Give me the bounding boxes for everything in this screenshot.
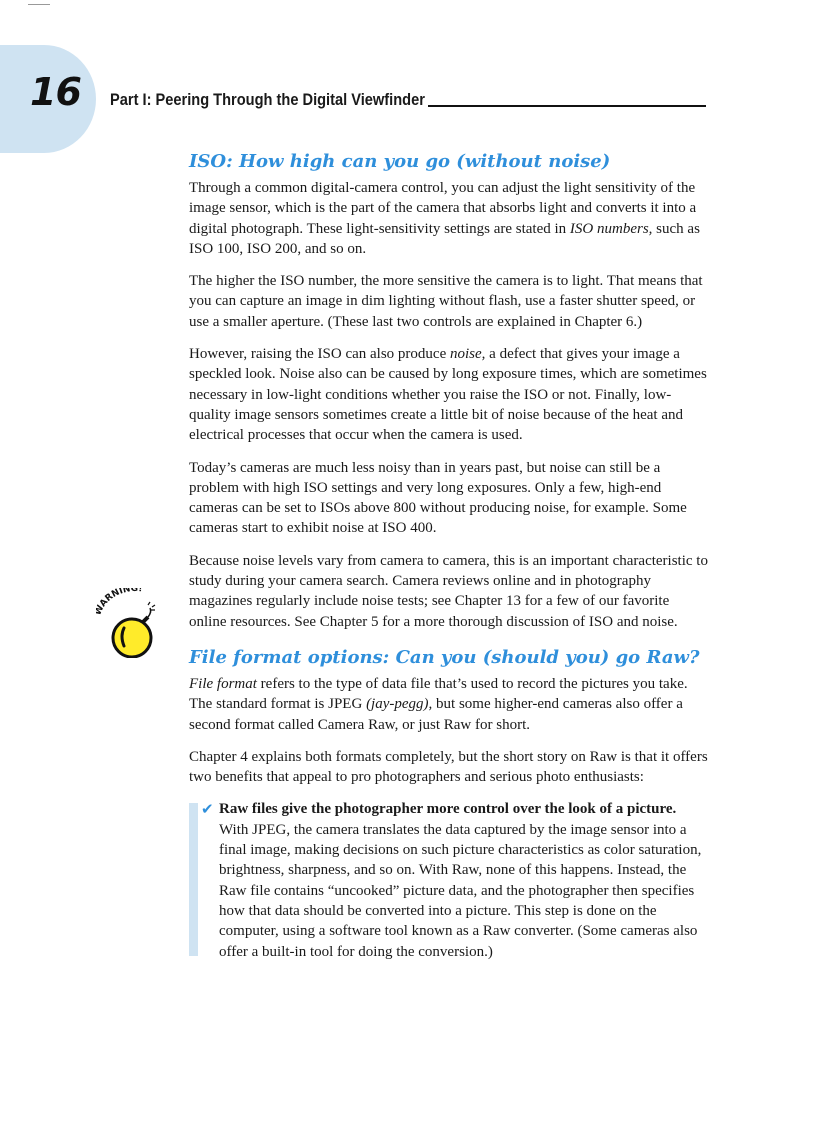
list-item: Raw files give the photographer more control over the look of a picture. With JPEG, the camera translates the data captured by the image sensor into a final image, making decisions on such picture characteristics as color saturation, brightness, sharpness, and so on. With Raw, none of this happens. Instead, the Raw file contains “uncooked” picture data, and the photographer then specifies how that data should be converted into a picture. This step is done on the computer, using a software tool known as a Raw converter. (Some cameras also offer a built-in tool for doing the conversion.) (219, 801, 702, 960)
running-head-rule (428, 105, 706, 107)
body-column (189, 150, 709, 962)
page-number: 16 (30, 70, 81, 114)
format-paragraph-2: Chapter 4 explains both formats completely, but the short story on Raw is that it offers two benefits that appeal to pro photographers and serious photo enthusiasts: (189, 748, 708, 786)
running-head-title: Part I: Peering Through the Digital Viewfinder (110, 90, 425, 109)
warning-icon (96, 588, 160, 658)
iso-paragraph-5: Because noise levels vary from camera to camera, this is an important characteristic to study during your camera search. Camera reviews online and in photography magazines regularly include noise tests; see Chapter 13 for a few of our favorite online resources. See Chapter 5 for a more thorough discussion of ISO and noise. (189, 552, 708, 630)
format-heading: File format options: Can you (should you) go Raw? (189, 646, 700, 668)
iso-paragraph-2: The higher the ISO number, the more sensitive the camera is to light. That means that you can capture an image in dim lighting without flash, use a faster shutter speed, or use a smaller aperture. (These last two controls are explained in Chapter 6.) (189, 273, 703, 330)
running-head (110, 90, 706, 110)
svg-text:WARNING! (96, 588, 143, 617)
bullet-list (189, 799, 709, 961)
bomb-icon (96, 588, 160, 658)
iso-paragraph-1: Through a common digital-camera control, you can adjust the light sensitivity of the image sensor, which is the part of the camera that absorbs light and converts it into a digital photograph. These light-sensitivity settings are stated in ISO numbers, such as ISO 100, ISO 200, and so on. (189, 180, 700, 257)
warning-label: ARNING! (98, 588, 143, 610)
bullet-sidebar (189, 803, 198, 955)
crop-mark (28, 4, 50, 5)
check-icon: ✔ (201, 800, 214, 819)
iso-paragraph-4: Today’s cameras are much less noisy than in years past, but noise can still be a problem with high ISO settings and very long exposures. Only a few, high-end cameras can be set to ISOs above 800 without producing noise, for example. Some cameras start to exhibit noise at ISO 400. (189, 459, 687, 537)
format-paragraph-1: File format refers to the type of data file that’s used to record the pictures you take. The standard format is JPEG (jay-pegg), but some higher-end cameras also offer a second format called Camera Raw, or just Raw for short. (189, 675, 688, 733)
iso-heading: ISO: How high can you go (without noise) (189, 151, 611, 172)
iso-paragraph-3: However, raising the ISO can also produce noise, a defect that gives your image a speckled look. Noise also can be caused by long exposure times, which are sometimes necessary in low-light conditions whether you raise the ISO or not. Finally, low-quality image sensors sometimes create a little bit of noise because of the heat and electrical processes that occur when the camera is used. (189, 346, 707, 444)
